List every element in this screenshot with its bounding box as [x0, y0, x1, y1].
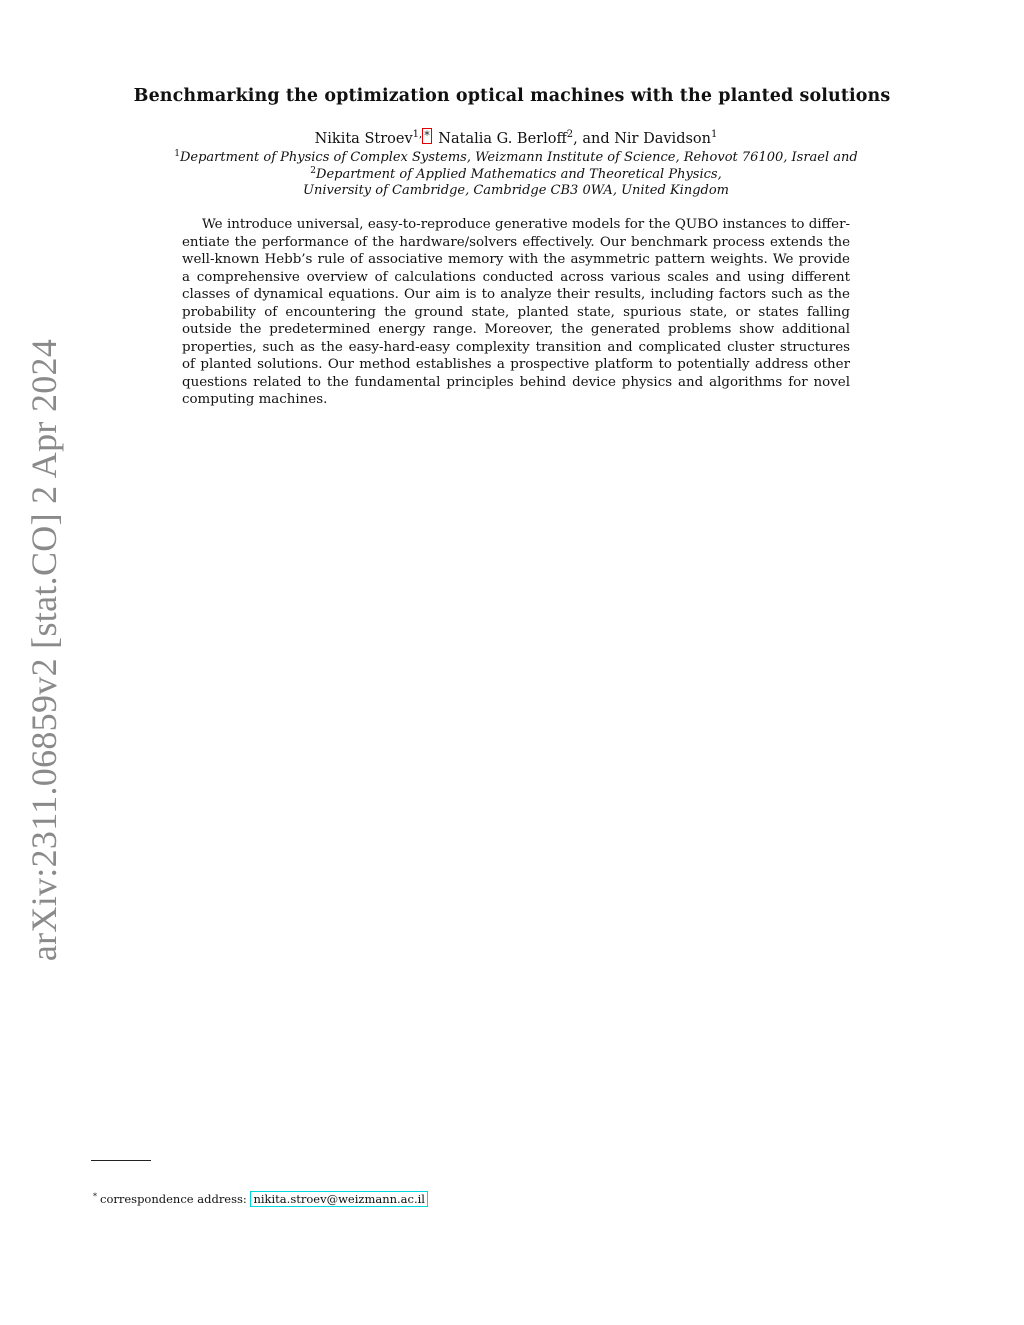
author-name: Nikita Stroev	[314, 131, 413, 147]
affiliation-text: Department of Physics of Complex Systems, Weizmann Institute of Science, Rehovot 76100, Israel and	[179, 150, 858, 165]
author-affiliation-mark: 2	[566, 129, 574, 140]
author-name: Natalia G. Berloff	[438, 131, 567, 147]
affiliation-mark: 2	[310, 166, 317, 176]
footnote-divider	[91, 1160, 151, 1161]
author-list	[0, 128, 1024, 147]
footnote-mark: *	[93, 1192, 97, 1201]
abstract: We introduce universal, easy-to-reproduce generative models for the QUBO instances to differentiate the performance of the hardware/solvers effectively. Our benchmark process extends the well-known Hebb’s rule of associative memory with the asymmetric pattern weights. We provide a comprehensive overview of calculations conducted across various scales and using different classes of dynamical equations. Our aim is to analyze their results, including factors such as the probability of encountering the ground state, planted state, spurious state, or states falling outside the predetermined energy range. Moreover, the generated problems show additional properties, such as the easy-hard-easy complexity transition and complicated cluster structures of planted solutions. Our method establishes a prospective platform to potentially address other questions related to the fundamental principles behind device physics and algorithms for novel computing machines.	[182, 217, 850, 407]
author-affiliation-mark: 1	[711, 129, 718, 140]
author-affiliation-mark: 1,	[412, 129, 423, 140]
arxiv-identifier-stamp: arXiv:2311.06859v2 [stat.CO] 2 Apr 2024	[24, 338, 64, 962]
affiliation-mark: 1	[174, 149, 180, 159]
affiliation-1	[0, 149, 1024, 165]
correspondence-footnote-link[interactable]: *	[424, 129, 430, 142]
footnote-label: correspondence address:	[100, 1192, 247, 1206]
author-name: , and Nir Davidson	[573, 131, 711, 147]
footnote	[93, 1191, 428, 1207]
affiliation-text: Department of Applied Mathematics and Theoretical Physics,	[316, 167, 722, 182]
email-link[interactable]: nikita.stroev@weizmann.ac.il	[250, 1191, 428, 1207]
affiliation-2	[0, 166, 1024, 182]
paper-title: Benchmarking the optimization optical machines with the planted solutions	[133, 86, 891, 106]
affiliation-2-line-2: University of Cambridge, Cambridge CB3 0WA, United Kingdom	[303, 183, 729, 198]
